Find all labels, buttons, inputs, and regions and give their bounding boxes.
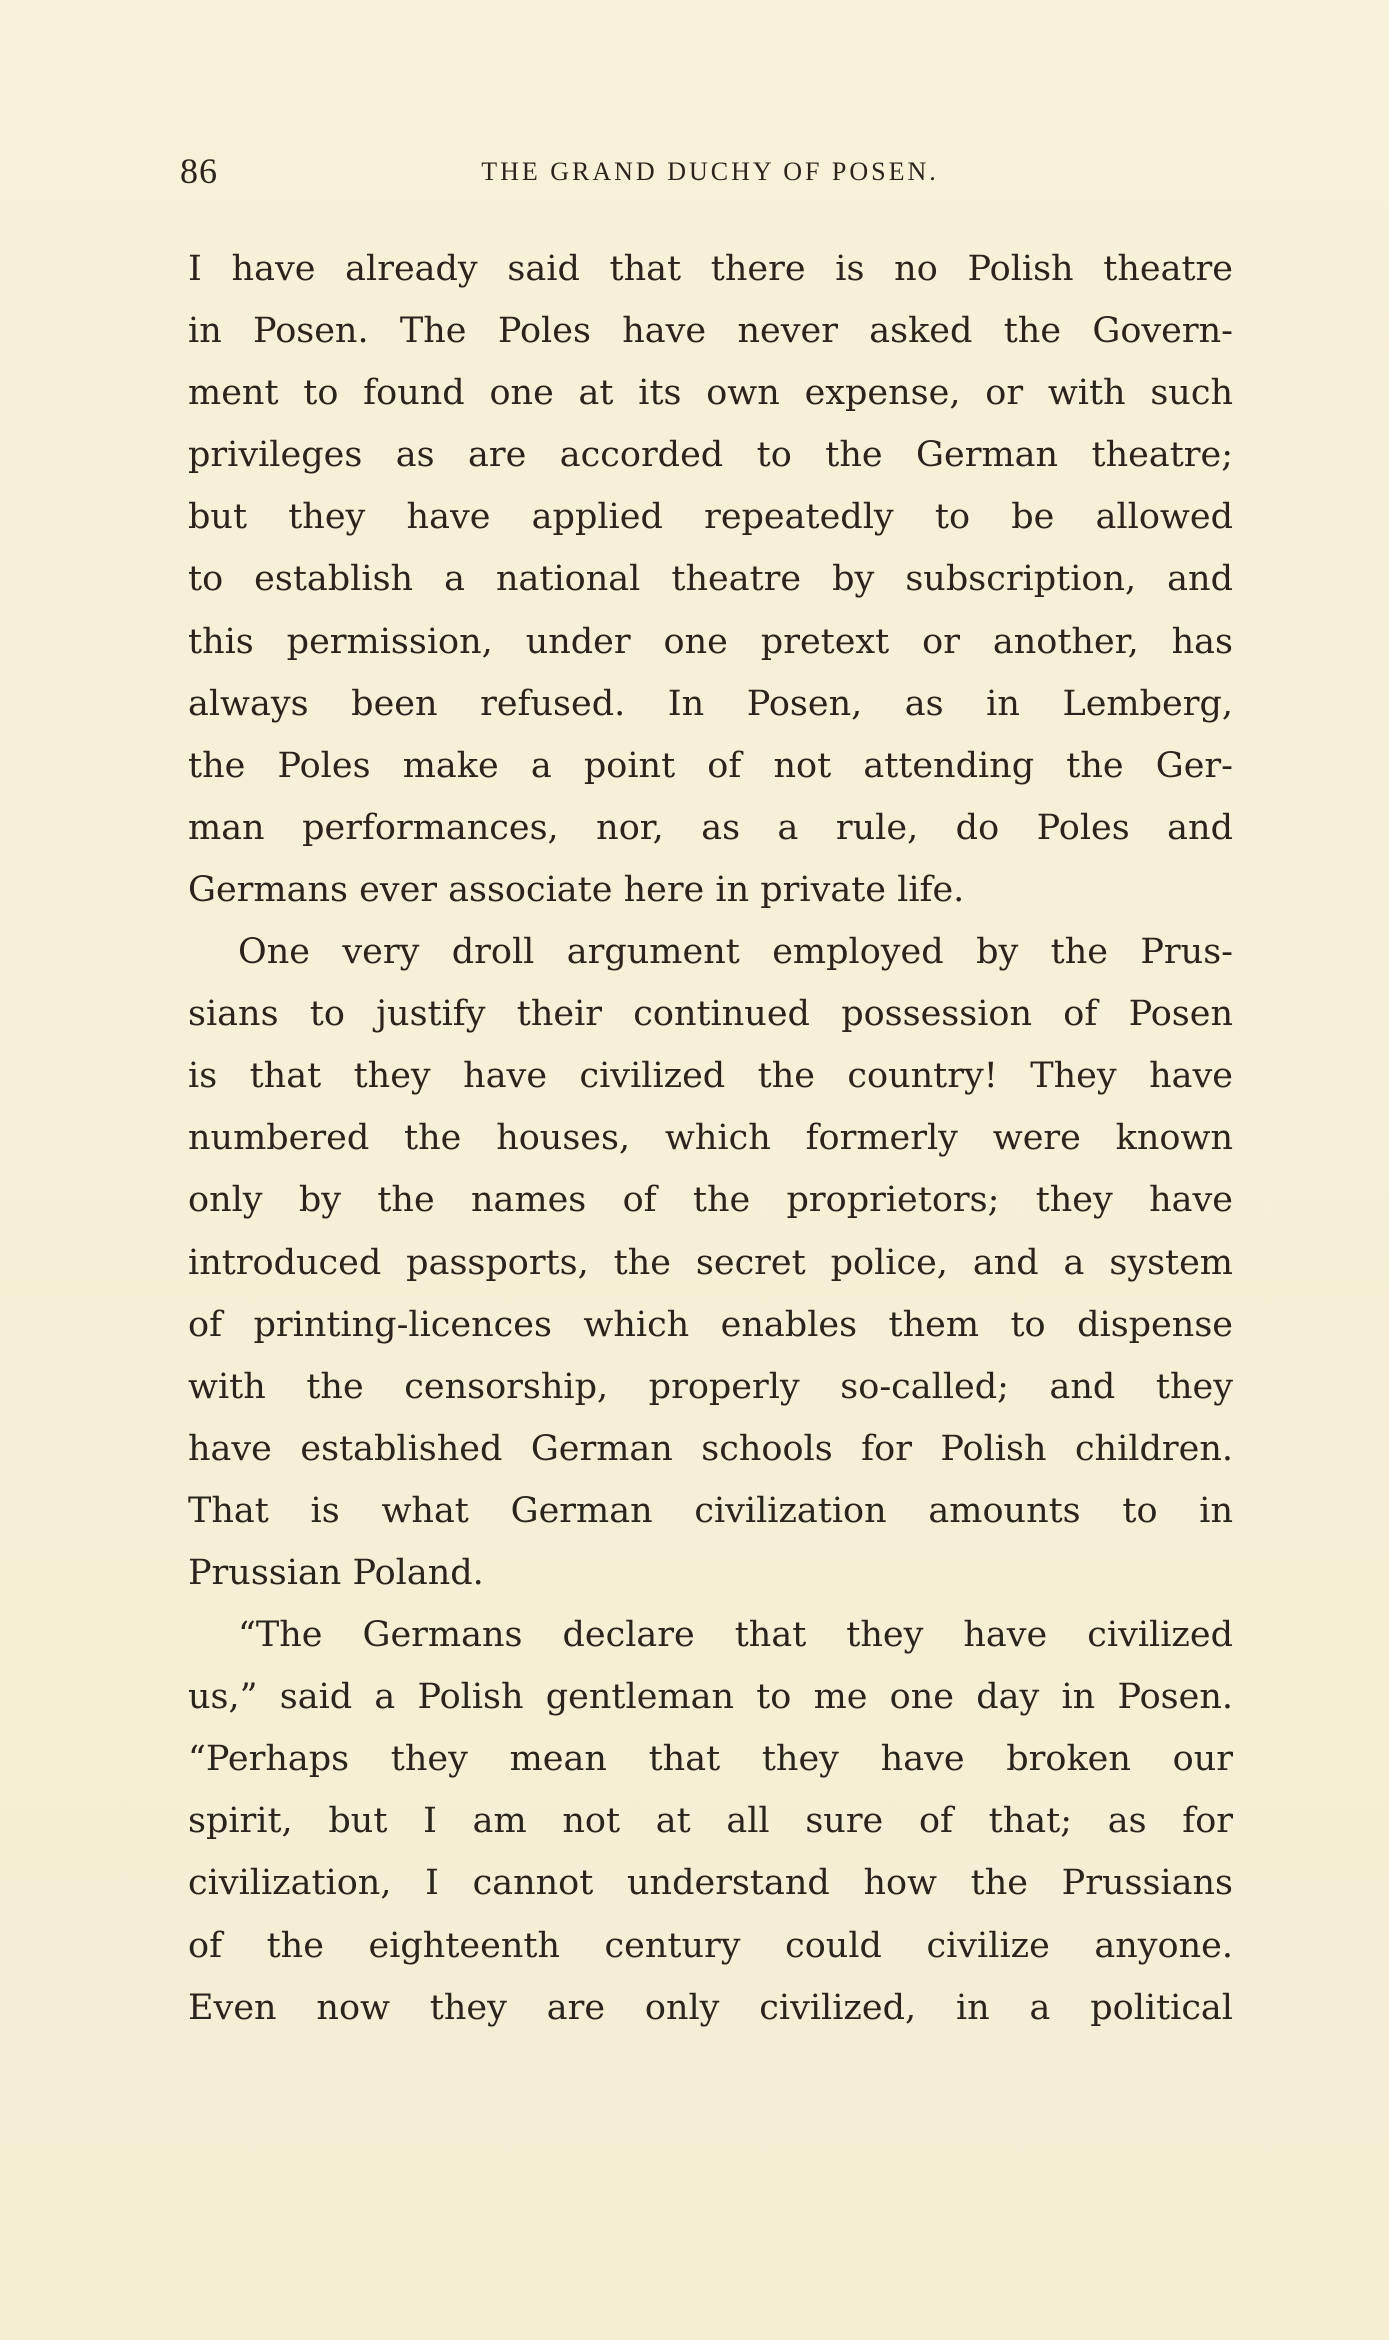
page-header: [180, 150, 1240, 198]
text-line: in Posen. The Poles have never asked the Govern-: [188, 311, 1233, 352]
text-line: us,” said a Polish gentleman to me one day in Posen.: [188, 1677, 1233, 1718]
text-line: Even now they are only civilized, in a political: [188, 1987, 1233, 2028]
page-number: 86: [180, 151, 218, 191]
text-line: with the censorship, properly so-called; and they: [188, 1366, 1233, 1407]
text-line: “Perhaps they mean that they have broken our: [188, 1739, 1233, 1780]
text-line: That is what German civilization amounts to in: [188, 1490, 1233, 1531]
text-line: “The Germans declare that they have civilized: [238, 1615, 1233, 1656]
text-line: always been refused. In Posen, as in Lemberg,: [188, 683, 1233, 724]
text-line: One very droll argument employed by the Prus-: [238, 932, 1233, 973]
paragraph: [188, 1604, 1233, 2039]
text-line: privileges as are accorded to the German theatre;: [188, 435, 1233, 476]
text-line: is that they have civilized the country! They have: [188, 1056, 1233, 1097]
text-line: introduced passports, the secret police, and a system: [188, 1242, 1233, 1283]
text-line: numbered the houses, which formerly were known: [188, 1118, 1233, 1159]
text-line: ment to found one at its own expense, or with such: [188, 373, 1233, 414]
text-line: man performances, nor, as a rule, do Poles and: [188, 807, 1233, 848]
running-title: THE GRAND DUCHY OF POSEN.: [481, 157, 939, 186]
text-line: of the eighteenth century could civilize anyone.: [188, 1925, 1233, 1966]
text-line: this permission, under one pretext or another, has: [188, 621, 1233, 662]
paragraph: [188, 238, 1233, 921]
text-line: have established German schools for Polish children.: [188, 1428, 1233, 1469]
text-line: sians to justify their continued possession of Posen: [188, 994, 1233, 1035]
text-line: of printing-licences which enables them to dispense: [188, 1304, 1233, 1345]
text-line: the Poles make a point of not attending the Ger-: [188, 745, 1233, 786]
text-line: only by the names of the proprietors; they have: [188, 1180, 1233, 1221]
text-line: civilization, I cannot understand how the Prussians: [188, 1863, 1233, 1904]
paragraph: [188, 921, 1233, 1604]
text-line: I have already said that there is no Polish theatre: [188, 249, 1233, 289]
text-line: Germans ever associate here in private life.: [188, 869, 965, 910]
text-line: to establish a national theatre by subscription, and: [188, 559, 1233, 600]
body-text: [188, 238, 1233, 2039]
text-line: spirit, but I am not at all sure of that; as for: [188, 1801, 1233, 1842]
text-line: but they have applied repeatedly to be allowed: [188, 497, 1233, 538]
text-line: Prussian Poland.: [188, 1552, 484, 1593]
